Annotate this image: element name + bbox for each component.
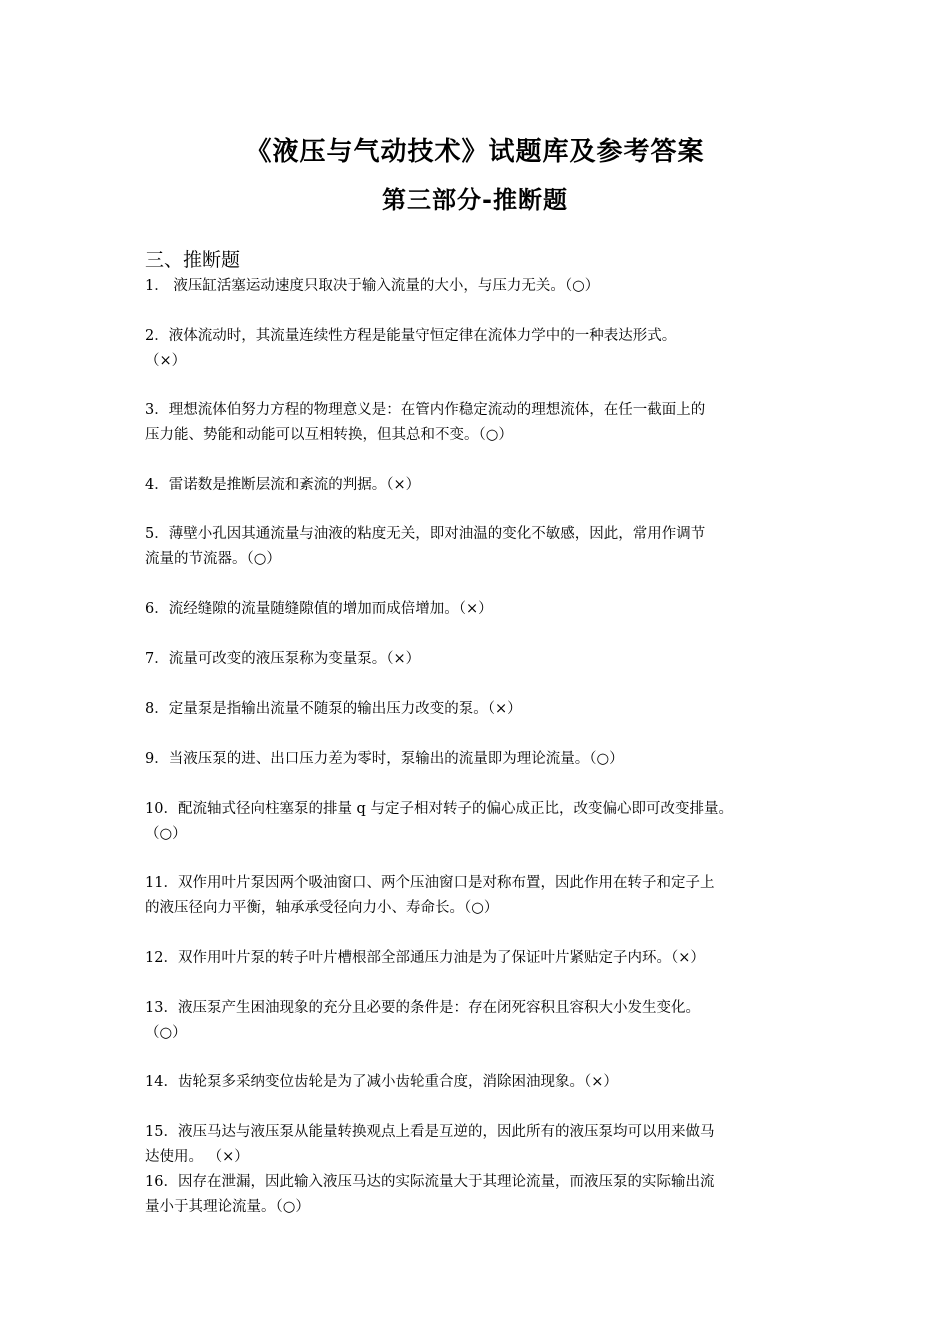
question-line: 6．流经缝隙的流量随缝隙值的增加而成倍增加。（×）	[145, 601, 493, 617]
question-item	[145, 522, 815, 571]
question-line: 达使用。 （×）	[145, 1148, 249, 1165]
question-line: 12．双作用叶片泵的转子叶片槽根部全部通压力油是为了保证叶片紧贴定子内环。（×）	[145, 950, 705, 966]
question-item	[145, 797, 815, 846]
question-item	[145, 324, 815, 373]
question-line: 1． 液压缸活塞运动速度只取决于输入流量的大小，与压力无关。（○）	[145, 278, 600, 294]
question-line: 14．齿轮泵多采纳变位齿轮是为了减小齿轮重合度，消除困油现象。（×）	[145, 1074, 618, 1090]
question-item	[145, 1120, 815, 1169]
question-line: 流量的节流器。（○）	[145, 550, 281, 567]
question-line: 10．配流轴式径向柱塞泵的排量 q 与定子相对转子的偏心成正比，改变偏心即可改变排量。	[145, 801, 733, 817]
document-title: 《液压与气动技术》试题库及参考答案	[245, 137, 705, 167]
question-line: （○）	[145, 1024, 187, 1041]
question-item	[145, 1070, 815, 1095]
question-line: （○）	[145, 825, 187, 842]
question-item	[145, 597, 815, 622]
document-subtitle: 第三部分-推断题	[382, 186, 568, 214]
question-line: 15．液压马达与液压泵从能量转换观点上看是互逆的，因此所有的液压泵均可以用来做马	[145, 1124, 715, 1140]
question-line: 量小于其理论流量。（○）	[145, 1198, 310, 1215]
question-line: 4．雷诺数是推断层流和紊流的判据。（×）	[145, 477, 421, 493]
question-line: 的液压径向力平衡，轴承承受径向力小、寿命长。（○）	[145, 899, 499, 916]
question-item	[145, 398, 815, 447]
question-item	[145, 946, 815, 971]
question-line: 13．液压泵产生困油现象的充分且必要的条件是：存在闭死容积且容积大小发生变化。	[145, 1000, 700, 1016]
question-item	[145, 996, 815, 1045]
question-item	[145, 871, 815, 920]
question-item	[145, 274, 815, 299]
question-line: 2．液体流动时，其流量连续性方程是能量守恒定律在流体力学中的一种表达形式。	[145, 328, 677, 344]
question-line: 5．薄壁小孔因其通流量与油液的粘度无关，即对油温的变化不敏感，因此，常用作调节	[145, 526, 706, 542]
section-heading: 三、推断题	[145, 249, 241, 271]
question-line: 7．流量可改变的液压泵称为变量泵。（×）	[145, 651, 421, 667]
question-line: 16．因存在泄漏，因此输入液压马达的实际流量大于其理论流量，而液压泵的实际输出流	[145, 1174, 715, 1190]
question-line: （×）	[145, 352, 187, 369]
question-line: 8．定量泵是指输出流量不随泵的输出压力改变的泵。（×）	[145, 701, 522, 717]
question-item	[145, 697, 815, 722]
question-line: 11．双作用叶片泵因两个吸油窗口、两个压油窗口是对称布置，因此作用在转子和定子上	[145, 875, 715, 891]
question-item	[145, 747, 815, 772]
question-line: 3．理想流体伯努力方程的物理意义是：在管内作稳定流动的理想流体，在任一截面上的	[145, 402, 706, 418]
question-line: 压力能、势能和动能可以互相转换，但其总和不变。（○）	[145, 426, 513, 443]
question-item	[145, 1170, 815, 1219]
question-item	[145, 473, 815, 498]
question-item	[145, 647, 815, 672]
question-line: 9．当液压泵的进、出口压力差为零时，泵输出的流量即为理论流量。（○）	[145, 751, 624, 767]
